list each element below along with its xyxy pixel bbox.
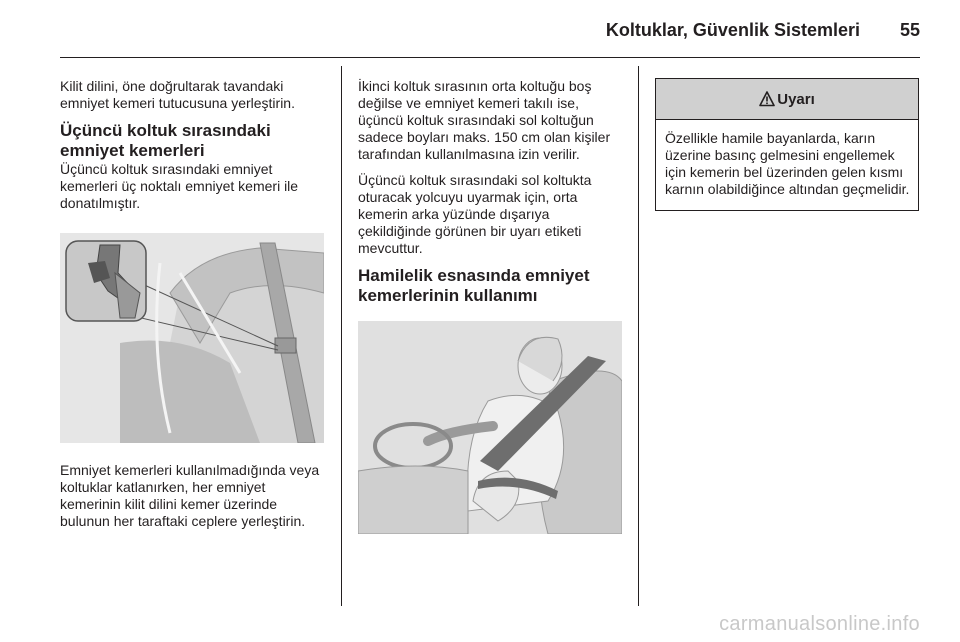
watermark: carmanualsonline.info bbox=[719, 613, 920, 635]
warning-label-paragraph: Üçüncü koltuk sırasındaki sol koltukta oturacak yolcuyu uyarmak için, orta kemerin arka yüzünde dışarıya çekildiğinde görünen bir uyarı etiketi mevcuttur. bbox=[358, 172, 592, 256]
third-row-belts-heading: Üçüncü koltuk sırasındaki emniyet kemerleri bbox=[60, 121, 271, 160]
warning-triangle-icon bbox=[759, 91, 775, 107]
third-row-belts-paragraph: Üçüncü koltuk sırasındaki emniyet kemerleri üç noktalı emniyet kemeri ile donatılmıştır. bbox=[60, 161, 299, 211]
column-right bbox=[655, 78, 919, 211]
column-divider-right bbox=[638, 66, 639, 606]
seat-belt-clip-illustration bbox=[60, 233, 324, 443]
warning-body bbox=[656, 120, 918, 210]
middle-seat-paragraph: İkinci koltuk sırasının orta koltuğu boş değilse ve emniyet kemeri takılı ise, üçüncü koltuk sırasındaki sol koltuğun sadece boyları maks. 150 cm olan kişiler tarafından kullanılmasına izin verilir. bbox=[358, 78, 611, 162]
intro-paragraph: Kilit dilini, öne doğrultarak tavandaki emniyet kemeri tutucusuna yerleştirin. bbox=[60, 78, 295, 111]
pregnancy-belts-heading: Hamilelik esnasında emniyet kemerlerinin kullanımı bbox=[358, 266, 590, 305]
page-number: 55 bbox=[899, 20, 920, 40]
warning-box bbox=[655, 78, 919, 211]
warning-header bbox=[656, 79, 918, 120]
header-divider bbox=[60, 57, 920, 58]
pregnant-woman-seat-belt-illustration bbox=[358, 321, 622, 534]
column-middle bbox=[358, 78, 626, 534]
warning-title: Uyarı bbox=[777, 90, 815, 108]
folding-belts-paragraph: Emniyet kemerleri kullanılmadığında veya koltuklar katlanırken, her emniyet kemerinin kilit dilini kemer üzerinde bulunun her taraftaki ceplere yerleştirin. bbox=[60, 462, 320, 529]
column-divider-left bbox=[341, 66, 342, 606]
warning-text: Özellikle hamile bayanlarda, karın üzerine basınç gelmesini engellemek için kemerin bel üzerinden gelen kısmı karnın olabildiğince altından geçmelidir. bbox=[665, 130, 910, 197]
page-header-title: Koltuklar, Güvenlik Sistemleri bbox=[605, 20, 860, 40]
column-left bbox=[60, 78, 324, 530]
